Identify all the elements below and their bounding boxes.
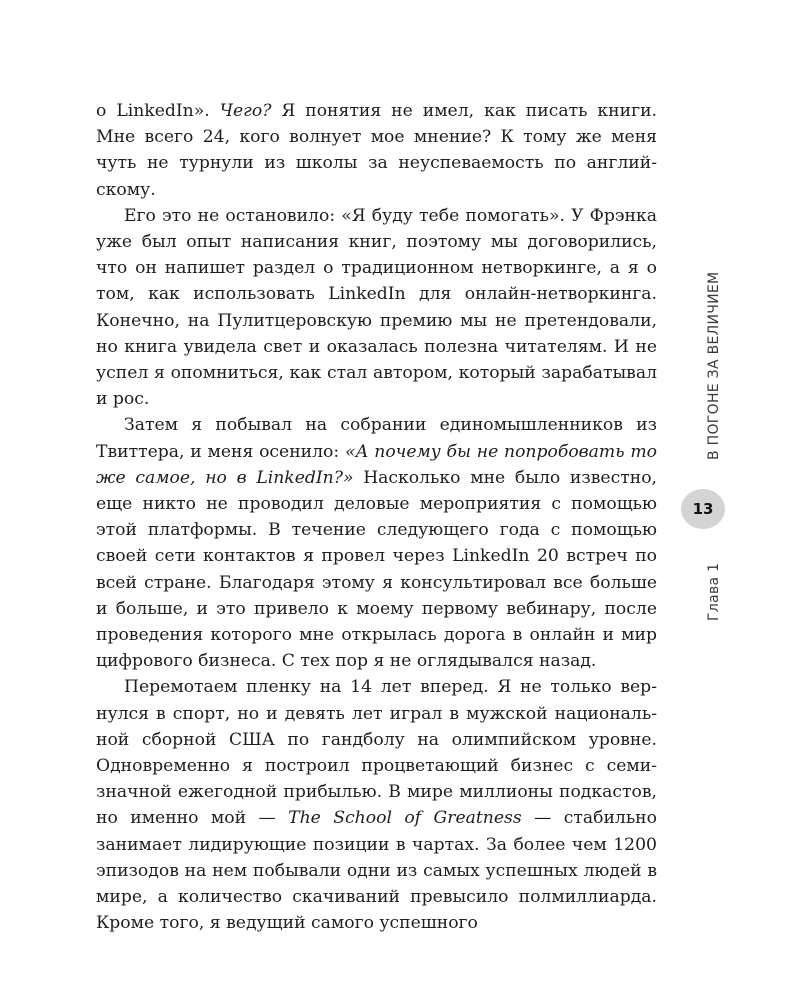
text-run: о LinkedIn». <box>96 101 220 121</box>
paragraph-1 <box>96 98 657 203</box>
italic-run: «А почему бы не попробовать то же самое, но в LinkedIn?» <box>96 441 657 488</box>
text-run: Затем я побывал на собрании единомышленников из Твиттера, и меня осенило: <box>96 415 657 462</box>
running-header-book-title: В ПОГОНЕ ЗА ВЕЛИЧИЕМ <box>706 271 722 460</box>
text-run: — стабильно занимает лидирующие позиции в чартах. За более чем 1200 эпизодов на нем побывали одни из самых успешных людей в мире, а количество скачиваний превысило полмиллиарда. Кроме того, я ведущий самого успешного <box>96 808 657 934</box>
text-run: Насколько мне было известно, еще никто не проводил деловые мероприятия с помощью этой платформы. В течение следующего года с помощью своей сети контактов я провел через LinkedIn 20 встреч по всей стране. Благодаря этому я консультировал все больше и больше, и это привело к моему первому вебинару, после проведения которого мне открылась дорога в онлайн и мир цифрового бизнеса. С тех пор я не оглядывался назад. <box>96 467 658 672</box>
paragraph-4 <box>96 674 657 936</box>
italic-run: The School of Greatness <box>288 808 522 829</box>
page-body-text <box>96 98 657 937</box>
paragraph-2 <box>96 203 657 413</box>
italic-run: Чего? <box>219 101 272 121</box>
text-run: Я понятия не имел, как писать книги. Мне всего 24, кого волнует мое мнение? К тому же меня чуть не турнули из школы за неуспеваемость по английскому. <box>96 101 657 200</box>
text-run: Его это не остановило: «Я буду тебе помогать». У Фрэнка уже был опыт написания книг, поэтому мы договорились, что он напишет раздел о традиционном нетворкинге, а я о том, как использовать LinkedIn для онлайн-нетворкинга. Конечно, на Пулитцеровскую премию мы не претендовали, но книга увидела свет и оказалась полезна читателям. И не успел я опомниться, как стал автором, который зарабатывал и рос. <box>96 205 657 410</box>
running-header-chapter: Глава 1 <box>706 562 722 621</box>
page-number-badge <box>681 489 725 529</box>
paragraph-3 <box>96 412 657 674</box>
text-run: Перемотаем пленку на 14 лет вперед. Я не только вернулся в спорт, но и девять лет играл в мужской национальной сборной США по гандболу на олимпийском уровне. Одновременно я построил процветающий бизнес с семизначной ежегодной прибылью. В мире миллионы подкастов, но именно мой — <box>96 677 657 829</box>
page-number: 13 <box>692 500 714 518</box>
